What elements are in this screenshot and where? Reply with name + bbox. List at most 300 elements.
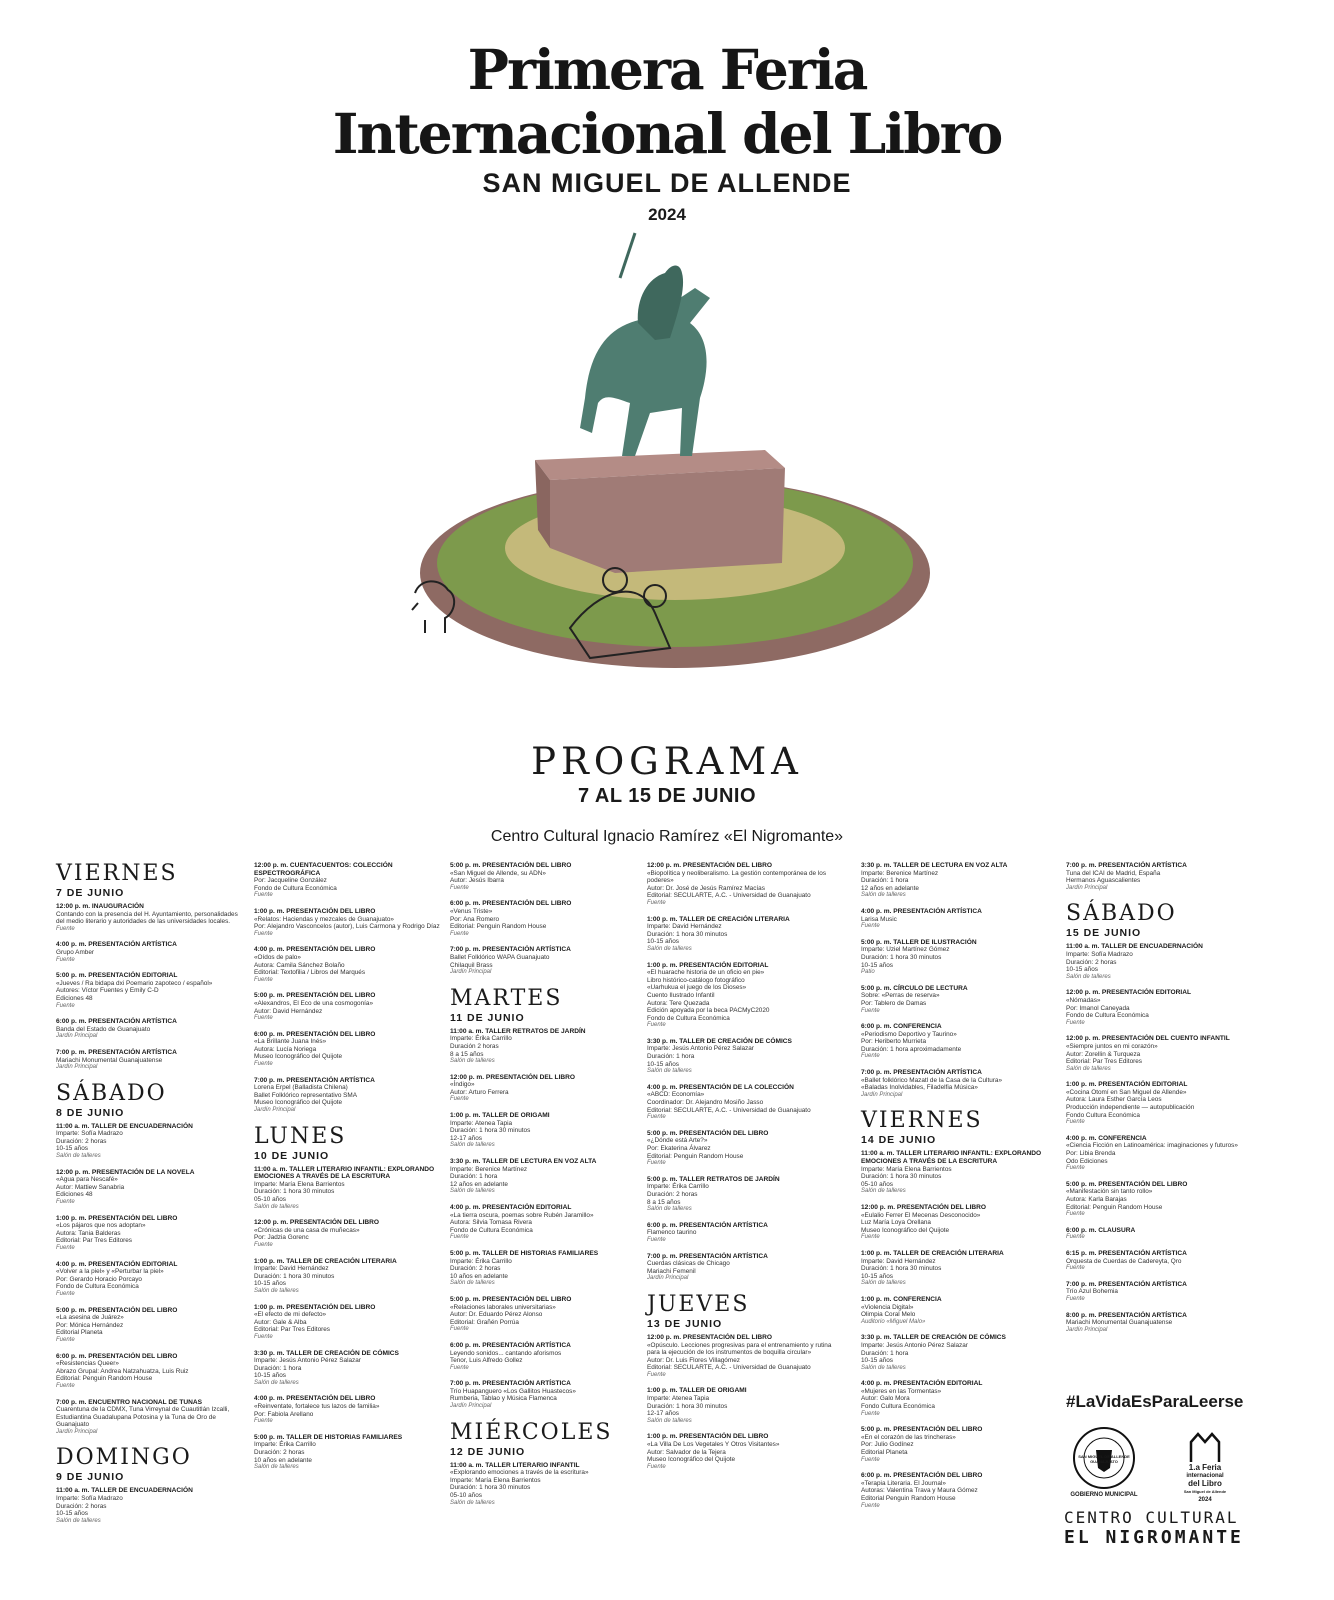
event-detail: Banda del Estado de Guanajuato	[56, 1025, 151, 1033]
event-detail: Por: Tablero de Damas	[861, 999, 927, 1007]
event-title: 5:00 p. m. PRESENTACIÓN DEL LIBRO	[254, 992, 376, 1000]
event-item	[1066, 1227, 1256, 1242]
event-item	[861, 939, 1051, 977]
event-item	[254, 1258, 444, 1296]
event-detail: 05-10 años	[254, 1196, 286, 1203]
event-location: Salón de talleres	[450, 1058, 495, 1065]
event-detail: Tuna del ICAI de Madrid, España	[1066, 869, 1161, 877]
event-title: 4:00 p. m. PRESENTACIÓN ARTÍSTICA	[56, 941, 177, 949]
event-title: 1:00 p. m. PRESENTACIÓN DEL LIBRO	[254, 1303, 376, 1311]
event-item	[861, 908, 1051, 931]
title-line-2: Internacional del Libro	[332, 101, 1002, 166]
event-detail: Cuerdas clásicas de Chicago	[647, 1260, 730, 1268]
event-location: Salón de talleres	[450, 1280, 495, 1287]
event-item	[647, 1253, 837, 1283]
event-detail: 12-17 años	[647, 1410, 679, 1418]
monument-illustration	[410, 228, 930, 698]
event-item	[647, 962, 837, 1030]
event-location: Fuente	[1066, 1165, 1085, 1172]
event-location: Fuente	[254, 1333, 273, 1340]
event-detail: Fondo de Cultura Económica	[1066, 1012, 1149, 1020]
event-item	[450, 1250, 640, 1288]
event-item	[450, 1380, 640, 1410]
event-title: 7:00 p. m. PRESENTACIÓN ARTÍSTICA	[1066, 862, 1187, 869]
event-detail: Por: Ana Romero	[450, 915, 500, 923]
feria-logo-line2: internacional	[1186, 1473, 1224, 1479]
event-title: 12:00 p. m. PRESENTACIÓN EDITORIAL	[1066, 989, 1192, 997]
event-item	[861, 1426, 1051, 1464]
event-title: 1:00 p. m. TALLER DE ORIGAMI	[450, 1112, 550, 1120]
event-location: Fuente	[861, 1234, 880, 1241]
event-detail: «La tierra oscura, poemas sobre Rubén Jaramillo»	[450, 1211, 594, 1219]
event-title: 5:00 p. m. PRESENTACIÓN DEL LIBRO	[647, 1129, 769, 1137]
event-location: Salón de talleres	[1066, 1065, 1111, 1072]
event-title: 3:30 p. m. TALLER DE CREACIÓN DE CÓMICS	[861, 1334, 1006, 1342]
event-detail: Duración: 1 hora	[647, 1053, 695, 1061]
day-date: 12 DE JUNIO	[450, 1445, 526, 1458]
event-location: Fuente	[647, 1160, 666, 1167]
event-detail: Imparte: Érika Carrillo	[450, 1035, 512, 1043]
event-location: Fuente	[254, 1015, 273, 1022]
event-detail: Duración: 1 hora	[861, 877, 909, 885]
event-item	[56, 972, 246, 1010]
event-detail: Autora: Laura Esther García Leos	[1066, 1096, 1162, 1104]
event-detail: Editorial: SECULARTE, A.C. - Universidad de Guanajuato	[647, 892, 811, 900]
event-title: 3:30 p. m. TALLER DE CREACIÓN DE CÓMICS	[254, 1349, 399, 1357]
event-detail: «Opúsculo. Lecciones progresivas para el entrenamiento y rutina para la ejecución de los instrumentos de boquilla circular»	[647, 1341, 832, 1357]
event-location: Fuente	[450, 884, 469, 891]
event-item	[450, 900, 640, 938]
centro-cultural-logo	[1064, 1508, 1244, 1548]
event-item	[254, 862, 444, 900]
event-title: 6:00 p. m. CLAUSURA	[1066, 1226, 1136, 1234]
event-title: 7:00 p. m. PRESENTACIÓN ARTÍSTICA	[861, 1069, 982, 1077]
event-detail: Museo Iconográfico del Quijote	[254, 1099, 343, 1107]
event-detail: Duración: 2 horas	[56, 1502, 107, 1510]
feria-logo-line1: 1.a Feria	[1188, 1463, 1222, 1472]
event-detail: Duración: 1 hora	[450, 1173, 498, 1181]
event-location: Salón de talleres	[861, 1364, 906, 1371]
event-detail: Duración: 2 horas	[254, 1449, 305, 1457]
event-location: Fuente	[56, 1382, 75, 1389]
event-item	[647, 1387, 837, 1425]
event-location: Fuente	[1066, 1019, 1085, 1026]
event-item	[450, 1342, 640, 1372]
event-item	[1066, 1281, 1256, 1304]
event-item	[56, 1353, 246, 1391]
event-location: Salón de talleres	[450, 1142, 495, 1149]
event-detail: Duración: 1 hora 30 minutos	[254, 1188, 335, 1196]
event-title: 12:00 p. m. INAUGURACIÓN	[56, 903, 144, 910]
event-location: Fuente	[254, 976, 273, 983]
event-title: 11:00 a. m. TALLER LITERARIO INFANTIL: EXPLORANDO EMOCIONES A TRAVÉS DE LA ESCRITURA	[861, 1150, 1042, 1166]
event-location: Fuente	[1066, 1119, 1085, 1126]
event-detail: Imparte: María Elena Barrientos	[254, 1180, 345, 1188]
event-location: Fuente	[56, 1002, 75, 1009]
event-title: 5:00 p. m. PRESENTACIÓN DEL LIBRO	[1066, 1180, 1188, 1188]
event-detail: Trío Azul Bohemia	[1066, 1288, 1118, 1296]
event-detail: 10-15 años	[56, 1510, 88, 1518]
event-title: 12:00 p. m. PRESENTACIÓN DEL LIBRO	[254, 1219, 380, 1227]
event-detail: Por: Gerardo Horacio Porcayo	[56, 1275, 142, 1283]
pedestal-front	[550, 468, 785, 573]
event-detail: Autor: Dr. Luis Flores Villagómez	[647, 1356, 740, 1364]
event-detail: Abrazo Grupal: Andrea Natzahuatza, Luis Ruiz	[56, 1367, 189, 1375]
event-item	[1066, 1250, 1256, 1273]
event-item	[1066, 1181, 1256, 1219]
event-item	[254, 1166, 444, 1212]
event-location: Fuente	[861, 1456, 880, 1463]
event-detail: Edición apoyada por la beca PACMyC2020	[647, 1007, 770, 1015]
day-date: 9 DE JUNIO	[56, 1471, 125, 1484]
event-detail: «Alexandros, El Eco de una cosmogonía»	[254, 999, 374, 1007]
event-title: 1:00 p. m. TALLER DE CREACIÓN LITERARIA	[647, 915, 790, 923]
event-title: 12:00 p. m. PRESENTACIÓN DEL LIBRO	[647, 862, 773, 869]
event-location: Fuente	[254, 930, 273, 937]
municipal-seal-text: SAN MIGUEL DE ALLENDE GUANAJUATO	[1078, 1454, 1130, 1464]
event-item	[254, 946, 444, 984]
event-title: 5:00 p. m. PRESENTACIÓN DEL LIBRO	[450, 862, 572, 869]
event-detail: Duración: 1 hora	[254, 1364, 302, 1372]
day-heading: SÁBADO	[56, 1080, 167, 1106]
event-detail: Duración: 2 horas	[450, 1265, 501, 1273]
day-date: 14 DE JUNIO	[861, 1134, 937, 1147]
event-title: 5:00 p. m. PRESENTACIÓN EDITORIAL	[56, 972, 178, 980]
event-title: 1:00 p. m. PRESENTACIÓN DEL LIBRO	[254, 907, 376, 915]
event-item	[861, 985, 1051, 1015]
event-item	[254, 908, 444, 938]
event-title: 12:00 p. m. PRESENTACIÓN DEL LIBRO	[647, 1333, 773, 1341]
event-item	[861, 862, 1051, 900]
event-detail: Larisa Music	[861, 915, 897, 923]
schedule-column	[56, 862, 246, 1533]
event-item	[56, 1307, 246, 1345]
event-detail: «Venus Triste»	[450, 907, 493, 915]
event-detail: Duración: 1 hora 30 minutos	[861, 953, 942, 961]
event-title: 12:00 p. m. PRESENTACIÓN DEL LIBRO	[450, 1073, 576, 1081]
event-detail: Imparte: Berenice Martínez	[450, 1165, 528, 1173]
event-detail: Fondo de Cultura Económica	[450, 1226, 533, 1234]
event-title: 5:00 p. m. CÍRCULO DE LECTURA	[861, 984, 968, 992]
event-title: 1:00 p. m. TALLER DE CREACIÓN LITERARIA	[254, 1257, 397, 1265]
event-location: Fuente	[56, 1245, 75, 1251]
feria-logo-year: 2024	[1198, 1497, 1212, 1503]
event-detail: «Violencia Digital»	[861, 1303, 914, 1311]
event-title: 6:00 p. m. PRESENTACIÓN ARTÍSTICA	[450, 1341, 571, 1349]
event-location: Fuente	[1066, 1211, 1085, 1218]
event-detail: 12-17 años	[450, 1134, 482, 1142]
event-detail: Lorena Erpel (Balladista Chilena)	[254, 1084, 348, 1092]
event-detail: Editorial: Penguin Random House	[647, 1152, 744, 1160]
event-location: Salón de talleres	[254, 1464, 299, 1471]
event-title: 6:00 p. m. PRESENTACIÓN DEL LIBRO	[56, 1352, 178, 1360]
event-item	[861, 1296, 1051, 1326]
municipal-label: GOBIERNO MUNICIPAL	[1070, 1492, 1138, 1498]
event-title: 6:00 p. m. PRESENTACIÓN DEL LIBRO	[861, 1472, 983, 1480]
event-detail: Autor: Dr. Eduardo Pérez Alonso	[450, 1311, 543, 1319]
event-location: Fuente	[647, 1022, 666, 1029]
event-title: 6:00 p. m. PRESENTACIÓN ARTÍSTICA	[647, 1221, 768, 1229]
event-detail: «Los pájaros que nos adoptan»	[56, 1222, 146, 1230]
event-title: 6:00 p. m. CONFERENCIA	[861, 1023, 942, 1031]
event-detail: Imparte: María Elena Barrientos	[861, 1165, 952, 1173]
event-detail: 10-15 años	[861, 1272, 893, 1280]
event-title: 4:00 p. m. PRESENTACIÓN EDITORIAL	[861, 1380, 983, 1388]
event-location: Jardín Principal	[1066, 884, 1108, 891]
event-detail: Editorial: Par Tres Editores	[56, 1237, 133, 1245]
event-item	[1066, 943, 1256, 981]
event-title: 7:00 p. m. PRESENTACIÓN ARTÍSTICA	[254, 1076, 375, 1084]
day-heading: DOMINGO	[56, 1445, 192, 1471]
event-detail: Editorial: SECULARTE, A.C. - Universidad de Guanajuato	[647, 1364, 811, 1372]
event-item	[861, 1069, 1051, 1099]
event-item	[254, 1031, 444, 1069]
event-detail: Editorial: Par Tres Editores	[254, 1326, 331, 1334]
event-location: Salón de talleres	[450, 1188, 495, 1195]
event-title: 4:00 p. m. PRESENTACIÓN EDITORIAL	[56, 1260, 178, 1268]
event-detail: «En el corazón de las trincheras»	[861, 1433, 956, 1441]
event-detail: «Resistencias Queer»	[56, 1360, 119, 1368]
feria-logo-line4: San Miguel de Allende	[1183, 1489, 1227, 1494]
event-item	[254, 1077, 444, 1115]
schedule-column	[647, 862, 837, 1479]
event-detail: 8 a 15 años	[450, 1050, 484, 1058]
event-detail: Imparte: Jesús Antonio Pérez Salazar	[254, 1357, 361, 1365]
event-item	[56, 1215, 246, 1253]
event-detail: «Terapia Literaria. El Journal»	[861, 1479, 946, 1487]
event-title: 12:00 p. m. PRESENTACIÓN DEL CUENTO INFANTIL	[1066, 1035, 1230, 1043]
event-detail: Duración: 2 horas	[56, 1137, 107, 1145]
event-location: Fuente	[450, 1326, 469, 1333]
event-title: 7:00 p. m. PRESENTACIÓN ARTÍSTICA	[450, 1380, 571, 1388]
event-item	[56, 1261, 246, 1299]
program-venue: Centro Cultural Ignacio Ramírez «El Nigromante»	[490, 828, 844, 845]
event-title: 1:00 p. m. TALLER DE CREACIÓN LITERARIA	[861, 1249, 1004, 1257]
event-item	[56, 903, 246, 933]
event-item	[450, 946, 640, 976]
event-item	[1066, 1035, 1256, 1073]
event-item	[450, 1462, 640, 1508]
event-detail: «Oídos de palo»	[254, 953, 301, 961]
event-detail: Producción independiente — autopublicación	[1066, 1104, 1195, 1112]
event-title: 7:00 p. m. PRESENTACIÓN ARTÍSTICA	[56, 1048, 177, 1056]
event-detail: Orquesta de Cuerdas de Cadereyta, Qro	[1066, 1257, 1182, 1265]
event-item	[647, 1084, 837, 1122]
event-detail: «Explorando emociones a través de la escritura»	[450, 1469, 589, 1477]
event-location: Auditorio «Miguel Malo»	[861, 1318, 926, 1325]
event-detail: «Ciencia Ficción en Latinoamérica: imaginaciones y futuros»	[1066, 1142, 1238, 1150]
event-detail: 10-15 años	[861, 1357, 893, 1365]
event-detail: Duración: 1 hora 30 minutos	[450, 1127, 531, 1135]
event-item	[647, 862, 837, 908]
event-location: Salón de talleres	[56, 1517, 101, 1524]
event-item	[647, 1334, 837, 1380]
event-detail: «La asesina de Juárez»	[56, 1314, 124, 1322]
event-detail: Flamenco taurino	[647, 1229, 697, 1237]
event-title: 11:00 a. m. TALLER RETRATOS DE JARDÍN	[450, 1027, 586, 1035]
event-title: 3:30 p. m. TALLER DE LECTURA EN VOZ ALTA	[861, 862, 1008, 869]
event-detail: Autora: Lucía Noriega	[254, 1045, 317, 1053]
event-detail: «Relaciones laborales universitarias»	[450, 1303, 556, 1311]
event-item	[450, 1204, 640, 1242]
event-detail: Por: Libia Brenda	[1066, 1150, 1116, 1158]
event-location: Fuente	[1066, 1265, 1085, 1272]
event-location: Fuente	[56, 1199, 75, 1206]
event-item	[861, 1204, 1051, 1242]
event-item	[450, 1112, 640, 1150]
event-detail: Imparte: Berenice Martínez	[861, 869, 939, 877]
event-detail: «Periodismo Deportivo y Taurino»	[861, 1030, 957, 1038]
event-item	[647, 1038, 837, 1076]
event-title: 7:00 p. m. PRESENTACIÓN ARTÍSTICA	[1066, 1280, 1187, 1288]
event-location: Patio	[861, 969, 875, 976]
event-title: 6:00 p. m. PRESENTACIÓN DEL LIBRO	[450, 900, 572, 908]
event-location: Salón de talleres	[254, 1203, 299, 1210]
event-location: Jardín Principal	[56, 1064, 98, 1071]
event-item	[647, 1222, 837, 1245]
day-date: 13 DE JUNIO	[647, 1317, 723, 1330]
event-detail: «Ballet folklórico Mazatl de la Casa de la Cultura»	[861, 1076, 1003, 1084]
event-detail: Imparte: Atenea Tapia	[450, 1119, 513, 1127]
event-detail: Autora: Tania Balderas	[56, 1229, 121, 1237]
event-detail: Ediciones 48	[56, 994, 93, 1002]
event-detail: 10-15 años	[861, 961, 893, 969]
event-detail: Autora: Camila Sánchez Bolaño	[254, 961, 345, 969]
event-title: 4:00 p. m. PRESENTACIÓN DEL LIBRO	[254, 946, 376, 954]
event-detail: Fondo de Cultura Económica	[647, 1014, 730, 1022]
event-location: Fuente	[1066, 1295, 1085, 1302]
event-location: Fuente	[254, 1241, 273, 1248]
event-item	[647, 916, 837, 954]
event-detail: Por: Julio Godínez	[861, 1441, 914, 1449]
event-detail: «Baladas Inolvidables, Filadelfia Música»	[861, 1084, 978, 1092]
event-detail: Imparte: Sofía Madrazo	[1066, 950, 1133, 958]
event-item	[56, 1049, 246, 1072]
event-title: 5:00 p. m. TALLER DE HISTORIAS FAMILIARES	[254, 1433, 403, 1441]
event-detail: 8 a 15 años	[647, 1198, 681, 1206]
event-detail: 05-10 años	[450, 1492, 482, 1500]
event-location: Fuente	[450, 930, 469, 937]
event-detail: Editorial: Textofilia / Libros del Marqués	[254, 969, 366, 977]
program-title: PROGRAMA	[531, 740, 803, 783]
event-detail: «El efecto de mi defecto»	[254, 1311, 327, 1319]
event-detail: Chilaquil Brass	[450, 961, 493, 969]
event-location: Fuente	[861, 923, 880, 930]
title-line-1: Primera Feria	[467, 37, 867, 102]
event-detail: Autora: Karla Barajas	[1066, 1196, 1127, 1203]
event-item	[254, 992, 444, 1022]
event-location: Salón de talleres	[254, 1287, 299, 1294]
event-detail: Contando con la presencia del H. Ayuntamiento, personalidades del medio literario y autoridades de las universidades locales.	[56, 910, 238, 926]
feria-logo	[1191, 1434, 1219, 1462]
event-title: 7:00 p. m. PRESENTACIÓN ARTÍSTICA	[450, 946, 571, 954]
event-location: Fuente	[647, 1463, 666, 1470]
event-detail: Trío Huapanguero «Los Gallitos Huastecos»	[450, 1387, 576, 1395]
event-detail: Ballet Folklórico representativo SMA	[254, 1091, 358, 1099]
event-detail: Imparte: Atenea Tapia	[647, 1395, 710, 1403]
event-detail: 10-15 años	[647, 938, 679, 946]
event-item	[861, 1472, 1051, 1510]
event-detail: Autor: Zorellin & Turqueza	[1066, 1050, 1141, 1058]
event-location: Fuente	[647, 1236, 666, 1243]
event-location: Salón de talleres	[647, 1068, 692, 1075]
event-location: Fuente	[647, 1371, 666, 1378]
event-detail: 10-15 años	[647, 1060, 679, 1068]
centro-line-2: EL NIGROMANTE	[1064, 1527, 1244, 1548]
event-detail: Autor: Gale & Alba	[254, 1318, 307, 1326]
event-detail: Fondo de Cultura Económica	[254, 884, 337, 892]
event-detail: Duración: 1 hora 30 minutos	[254, 1272, 335, 1280]
event-title: 12:00 p. m. PRESENTACIÓN DEL LIBRO	[861, 1204, 987, 1211]
event-detail: Autora: Tere Quezada	[647, 999, 710, 1007]
event-detail: «Biopolítica y neoliberalismo. La gestión contemporánea de los poderes»	[647, 869, 827, 885]
event-location: Fuente	[861, 1410, 880, 1417]
event-detail: Editorial Penguin Random House	[861, 1495, 956, 1502]
event-detail: Por: Imanol Caneyada	[1066, 1004, 1130, 1012]
event-location: Salón de talleres	[861, 892, 906, 899]
event-item	[254, 1395, 444, 1425]
event-title: 5:00 p. m. TALLER DE HISTORIAS FAMILIARES	[450, 1249, 599, 1257]
event-detail: «Cocina Otomí en San Miguel de Allende»	[1066, 1088, 1187, 1096]
event-title: 1:00 p. m. TALLER DE ORIGAMI	[647, 1387, 747, 1395]
event-detail: «La Villa De Los Vegetales Y Otros Visitantes»	[647, 1441, 780, 1449]
event-item	[1066, 989, 1256, 1027]
day-heading: JUEVES	[647, 1291, 750, 1317]
day-date: 15 DE JUNIO	[1066, 927, 1142, 940]
event-detail: Duración: 1 hora 30 minutos	[647, 1402, 728, 1410]
event-title: 1:00 p. m. PRESENTACIÓN EDITORIAL	[1066, 1081, 1188, 1089]
event-detail: Libro histórico-catálogo fotográfico	[647, 976, 745, 984]
event-title: 5:00 p. m. PRESENTACIÓN DEL LIBRO	[56, 1306, 178, 1314]
event-item	[56, 1399, 246, 1437]
event-detail: Por: Jacqueline González	[254, 877, 327, 885]
event-title: 4:00 p. m. PRESENTACIÓN DE LA COLECCIÓN	[647, 1083, 794, 1091]
event-detail: Por: Ekaterina Álvarez	[647, 1145, 711, 1152]
hashtag: #LaVidaEsParaLeerse	[1066, 1392, 1244, 1411]
raised-sword	[620, 233, 635, 278]
event-detail: Autora: Silvia Tomasa Rivera	[450, 1219, 532, 1227]
event-detail: Ballet Folklórico WAPA Guanajuato	[450, 953, 550, 961]
day-heading: LUNES	[254, 1123, 347, 1149]
event-title: 6:00 p. m. PRESENTACIÓN DEL LIBRO	[254, 1030, 376, 1038]
event-title: 11:00 a. m. TALLER LITERARIO INFANTIL	[450, 1461, 580, 1469]
event-detail: «Volver a la piel» y «Perturbar la piel»	[56, 1268, 164, 1276]
event-title: 8:00 p. m. PRESENTACIÓN ARTÍSTICA	[1066, 1311, 1187, 1319]
event-detail: Fondo Cultura Económica	[861, 1403, 935, 1411]
event-detail: Coordinador: Dr. Alejandro Mosiño Jasso	[647, 1099, 764, 1107]
event-item	[450, 1158, 640, 1196]
event-detail: 10 años en adelante	[254, 1456, 312, 1464]
event-detail: Autores: Víctor Fuentes y Emily C-D	[56, 987, 159, 995]
event-detail: «San Miguel de Allende, su ADN»	[450, 869, 546, 877]
event-location: Fuente	[254, 892, 273, 899]
event-detail: «Siempre juntos en mi corazón»	[1066, 1042, 1158, 1050]
event-detail: Por: Heriberto Murrieta	[861, 1038, 926, 1046]
event-detail: Por: Jadzia Gorenc	[254, 1234, 309, 1242]
event-detail: Duración: 1 hora 30 minutos	[861, 1265, 942, 1273]
event-title: 5:00 p. m. PRESENTACIÓN DEL LIBRO	[450, 1295, 572, 1303]
event-location: Fuente	[254, 1061, 273, 1068]
event-detail: Imparte: Érika Carrillo	[254, 1441, 316, 1449]
event-detail: Rumberia, Tablao y Música Flamenca	[450, 1395, 557, 1403]
event-detail: Duración: 1 hora 30 minutos	[861, 1173, 942, 1181]
event-detail: Cuarentuna de la CDMX, Tuna Virreynal de Cuautitlán Izcalli, Estudiantina Guadalupana Potosina y la Tuna de Oro de Guanajuato	[56, 1406, 230, 1429]
event-title: 11:00 a. m. TALLER DE ENCUADERNACIÓN	[1066, 943, 1203, 951]
event-detail: Duración: 2 horas	[1066, 958, 1117, 966]
event-item	[56, 941, 246, 964]
event-item	[647, 1130, 837, 1168]
event-location: Fuente	[56, 925, 75, 932]
